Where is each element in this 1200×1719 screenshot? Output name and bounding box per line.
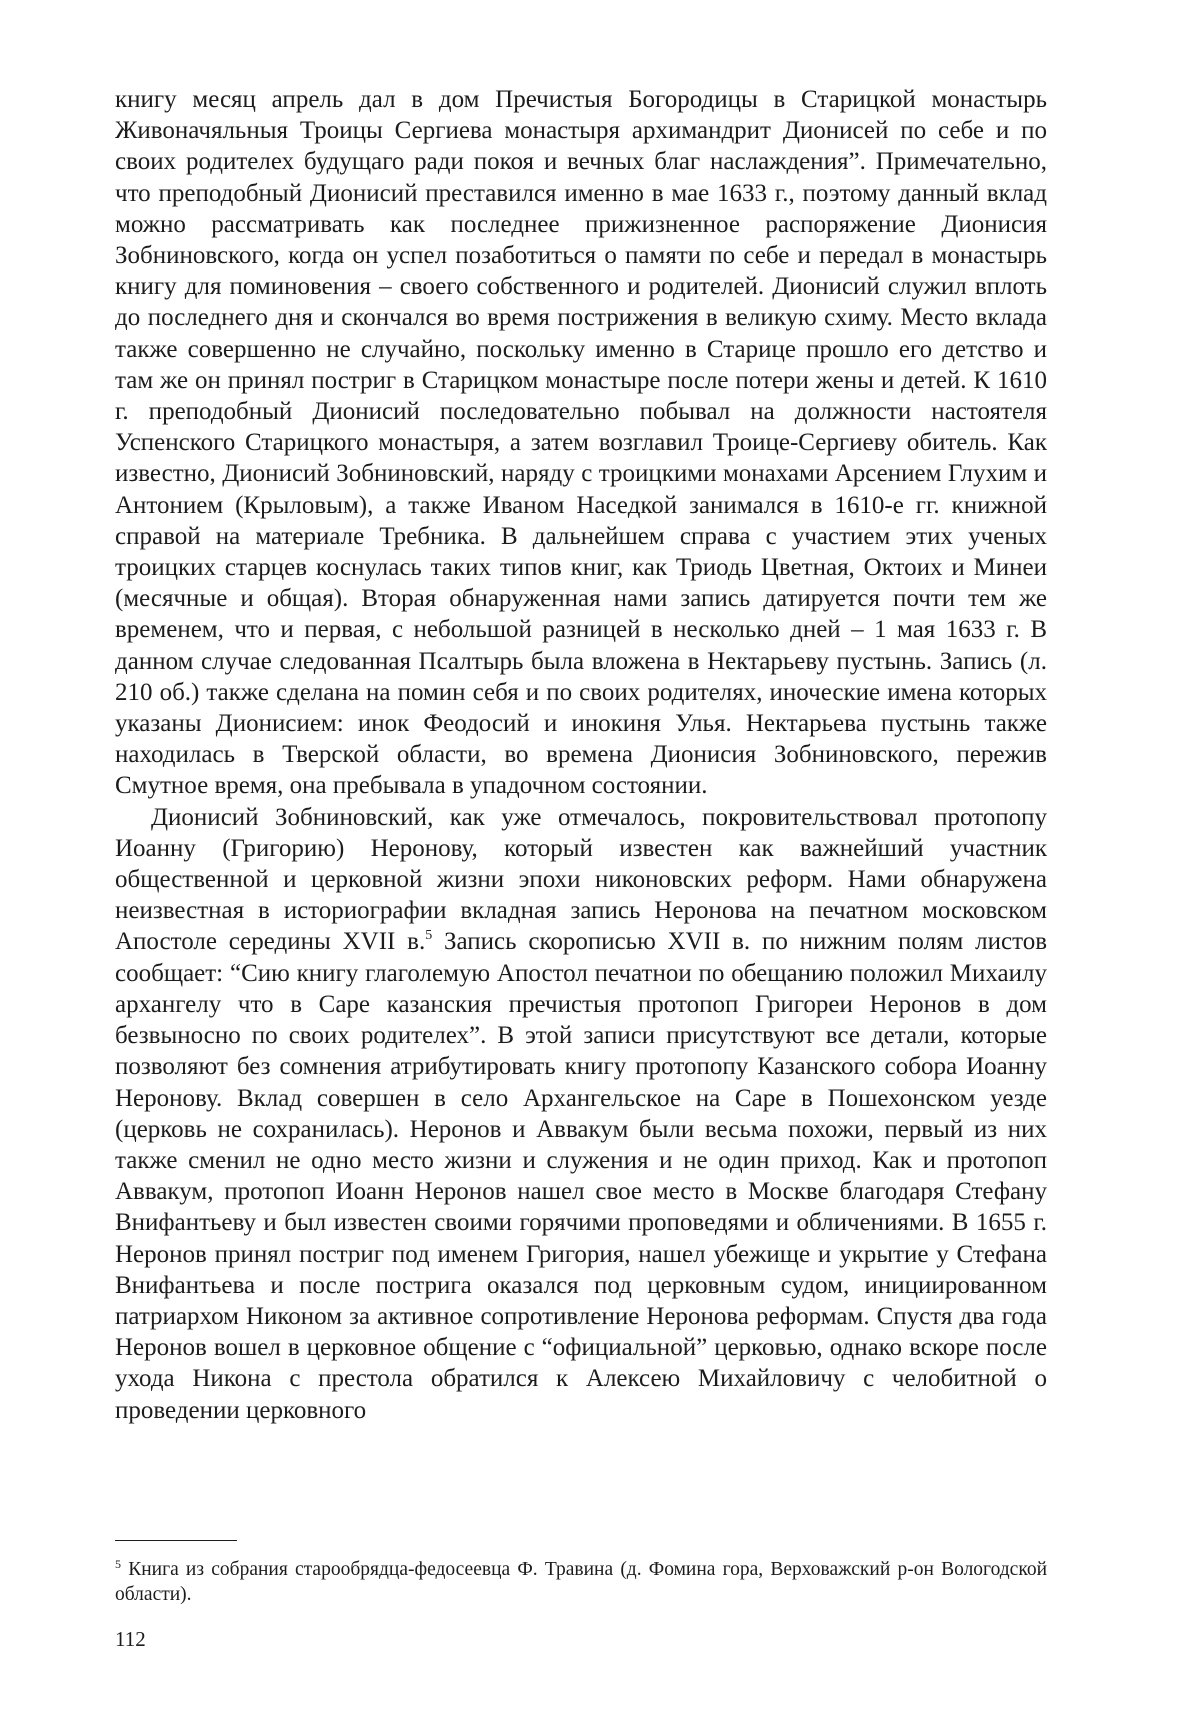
main-text <box>115 84 1047 1426</box>
footnote-number: 5 <box>115 1557 121 1571</box>
footnotes <box>115 1540 1047 1607</box>
footnote-reference: 5 <box>425 928 433 944</box>
paragraph-2 <box>115 802 1047 1426</box>
page-number: 112 <box>115 1627 146 1651</box>
footnote-5 <box>115 1557 1047 1607</box>
paragraph-1: книгу месяц апрель дал в дом Пречистыя Богородицы в Старицкой монастырь Живоначяльныя Троицы Сергиева монастыря архимандрит Дионисей по себе и по своих родителех будущаго ради покоя и вечных благ наслаждения”. Примечательно, что преподобный Дионисий преставился именно в мае 1633 г., поэтому данный вклад можно рассматривать как последнее прижизненное распоряжение Дионисия Зобниновского, когда он успел позаботиться о памяти по себе и передал в монастырь книгу для поминовения – своего собственного и родителей. Дионисий служил вплоть до последнего дня и скончался во время пострижения в великую схиму. Место вклада также совершенно не случайно, поскольку именно в Старице прошло его детство и там же он принял постриг в Старицком монастыре после потери жены и детей. К 1610 г. преподобный Дионисий последовательно побывал на должности настоятеля Успенского Старицкого монастыря, а затем возглавил Троице-Сергиеву обитель. Как известно, Дионисий Зобниновский, наряду с троицкими монахами Арсением Глухим и Антонием (Крыловым), а также Иваном Наседкой занимался в 1610-е гг. книжной справой на материале Требника. В дальнейшем справа с участием этих ученых троицких старцев коснулась таких типов книг, как Триодь Цветная, Октоих и Минеи (месячные и общая). Вторая обнаруженная нами запись датируется почти тем же временем, что и первая, с небольшой разницей в несколько дней – 1 мая 1633 г. В данном случае следованная Псалтырь была вложена в Нектарьеву пустынь. Запись (л. 210 об.) также сделана на помин себя и по своих родителях, иноческие имена которых указаны Дионисием: инок Феодосий и инокиня Улья. Нектарьева пустынь также находилась в Тверской области, во времена Дионисия Зобниновского, пережив Смутное время, она пребывала в упадочном состоянии. <box>115 86 1047 800</box>
paragraph-2-continued: Запись скорописью XVII в. по нижним полям листов сообщает: “Сию книгу глаголемую Апостол печатнои по обещанию положил Михаилу архангелу что в Саре казанския пречистыя протопоп Григореи Неронов в дом безвыносно по своих родителех”. В этой записи присутствуют все детали, которые позволяют без сомнения атрибутировать книгу протопопу Казанского собора Иоанну Неронову. Вклад совершен в село Архангельское на Саре в Пошехонском уезде (церковь не сохранилась). Неронов и Аввакум были весьма похожи, первый из них также сменил не одно место жизни и служения и не один приход. Как и протопоп Аввакум, протопоп Иоанн Неронов нашел свое место в Москве благодаря Стефану Внифантьеву и был известен своими горячими проповедями и обличениями. В 1655 г. Неронов принял постриг под именем Григория, нашел убежище и укрытие у Стефана Внифантьева и после пострига оказался под церковным судом, инициированном патриархом Никоном за активное сопротивление Неронова реформам. Спустя два года Неронов вошел в церковное общение с “официальной” церковью, однако вскоре после ухода Никона с престола обратился к Алексею Михайловичу с челобитной о проведении церковного <box>115 928 1047 1424</box>
footnote-divider <box>115 1540 237 1541</box>
footnote-text: Книга из собрания старообрядца-федосеевца Ф. Травина (д. Фомина гора, Верховажский р-он Вологодской области). <box>115 1559 1047 1605</box>
paragraph-2-start: Дионисий Зобниновский, как уже отмечалось, покровительствовал протопопу Иоанну (Григорию) Неронову, который известен как важнейший участник общественной и церковной жизни эпохи никоновских реформ. Нами обнаружена неизвестная в историографии вкладная запись Неронова на печатном московском Апостоле середины XVII в. <box>115 803 1047 956</box>
